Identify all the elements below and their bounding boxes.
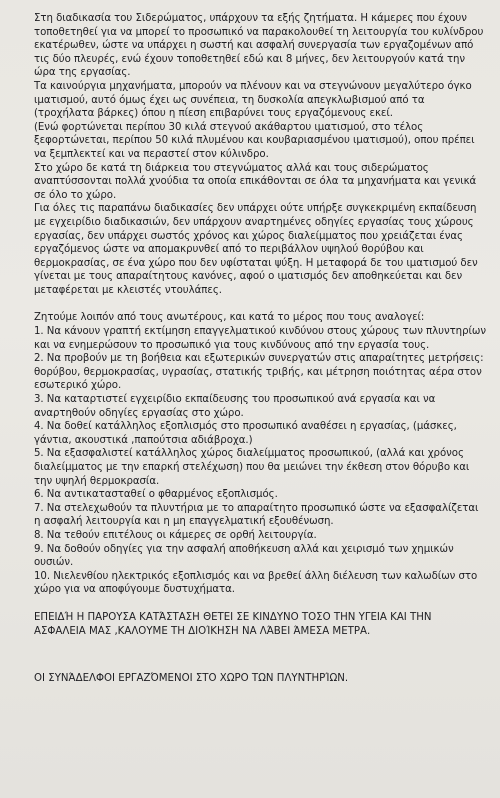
problem-description: [34, 12, 486, 297]
demand-item-5: 5. Να εξασφαλιστεί κατάλληλος χώρος διαλείμματος προσωπικού, (αλλά και χρόνος διαλείμματος με την επαρκή στελέχωση) που θα μειώνει την έκθεση στον θόρυβο και την υψηλή θερμοκρασία.: [34, 448, 470, 487]
demand-item-7: 7. Να στελεχωθούν τα πλυντήρια με το απαραίτητο προσωπικό ώστε να εξασφαλίζεται η ασφαλή λειτουργία και η μη επαγγελματική εξουθένωση.: [34, 502, 479, 528]
demand-item-2: 2. Να προβούν με τη βοήθεια και εξωτερικών συνεργατών στις απαραίτητες μετρήσεις: θορύβου, θερμοκρασίας, υγρασίας, στατικής τριβής, και μέτρηση ποιότητας αέρα στον εσωτερικό χώρο.: [34, 353, 484, 392]
paragraph-new-machines: Τα καινούργια μηχανήματα, μπορούν να πλένουν και να στεγνώνουν μεγαλύτερο όγκο ιματισμού, αυτό όμως έχει ως συνέπεια, τη δυσκολία απεγκλωβισμού από τα (τροχήλατα βάρκες) όπου η πίεση επιβαρύνει τους εργαζόμενους εκεί.: [34, 80, 472, 120]
demand-item-1: 1. Να κάνουν γραπτή εκτίμηση επαγγελματικού κινδύνου στους χώρους των πλυντηρίων και να ενημερώσουν το προσωπικό για τους κινδύνους από την εργασία τους.: [34, 326, 487, 351]
demand-item-9: 9. Να δοθούν οδηγίες για την ασφαλή αποθήκευση αλλά και χειρισμό των χημικών ουσιών.: [34, 543, 454, 569]
paragraph-loading: (Ενώ φορτώνεται περίπου 30 κιλά στεγνού ακάθαρτου ιματισμού, στο τέλος ξεφορτώνεται, περίπου 50 κιλά πλυμένου και κουβαριασμένου ιματισμού), οπου πρέπει να ξεμπλεκτεί και να περαστεί στον κύλινδρο.: [34, 121, 475, 160]
signature-line: ΟΙ ΣΥΝΆΔΕΛΦΟΙ ΕΡΓΑΖΌΜΕΝΟΙ ΣΤΟ ΧΩΡΟ ΤΩΝ ΠΛΥΝΤΗΡΊΩΝ.: [34, 673, 349, 685]
demand-item-6: 6. Να αντικατασταθεί ο φθαρμένος εξοπλισμός.: [34, 489, 278, 501]
paragraph-training: Για όλες τις παραπάνω διαδικασίες δεν υπάρχει ούτε υπήρξε συγκεκριμένη εκπαίδευση με εγχειρίδιο διαδικασιών, δεν υπάρχουν αναρτημένες οδηγίες εργασίας τους χώρους εργασίας, δεν υπάρχει σωστός χρόνος και χώρος διαλείμματος που χρειάζεται ένας εργαζόμενος ώστε να απομακρυνθεί από το περιβάλλον υψηλού θορύβου και θερμοκρασίας, σε ένα χώρο που δεν υφίσταται ψύξη. Η μεταφορά δε του ιματισμού δεν γίνεται με τους απαραίτητους κανόνες, αφού ο ιματισμός δεν αποθηκεύεται και δεν μεταφέρεται με κλειστές ντουλάπες.: [34, 203, 478, 296]
demand-item-8: 8. Να τεθούν επιτέλους οι κάμερες σε ορθή λειτουργία.: [34, 529, 317, 541]
demand-item-3: 3. Να καταρτιστεί εγχειρίδιο εκπαίδευσης του προσωπικού ανά εργασία και να αναρτηθούν οδηγίες εργασίας στο χώρο.: [34, 394, 436, 419]
demands-section: [34, 311, 486, 596]
paragraph-cameras: Στη διαδικασία του Σιδερώματος, υπάρχουν τα εξής ζητήματα. Η κάμερες που έχουν τοποθετηθεί για να μπορεί το προσωπικό να παρακολουθεί τη λειτουργία του κυλίνδρου εκατέρωθεν, ώστε να υπάρχει η σωστή και ασφαλή συνεργασία των εργαζομένων από τις δύο πλευρές, ενώ έχουν τοποθετηθεί εδώ και 8 μήνες, δεν λειτουργούν κατά την ώρα της εργασίας.: [34, 13, 484, 79]
demand-item-10: 10. Νιελενθίου ηλεκτρικός εξοπλισμός και να βρεθεί άλλη διέλευση των καλωδίων στο χώρο για να αποφύγουμε δυστυχήματα.: [34, 570, 478, 596]
paragraph-lint: Στο χώρο δε κατά τη διάρκεια του στεγνώματος αλλά και τους σιδερώματος αναπτύσσονται πολλά χνούδια τα οποία επικάθονται σε όλα τα μηχανήματα και γενικά σε όλο το χώρο.: [34, 162, 477, 201]
warning-statement: ΕΠΕΙΔΉ Η ΠΑΡΟΥΣΑ ΚΑΤΆΣΤΑΣΗ ΘΕΤΕΙ ΣΕ ΚΙΝΔΥΝΟ ΤΟΣΟ ΤΗΝ ΥΓΕΙΑ ΚΑΙ ΤΗΝ ΑΣΦΑΛΕΙΑ ΜΑΣ ,ΚΑΛΟΥΜΕ ΤΗ ΔΙΟΊΚΗΣΗ ΝΑ ΛΆΒΕΙ ΆΜΕΣΑ ΜΕΤΡΑ.: [34, 611, 432, 637]
demands-intro: Ζητούμε λοιπόν από τους ανωτέρους, και κατά το μέρος που τους αναλογεί:: [34, 312, 425, 324]
demand-item-4: 4. Να δοθεί κατάλληλος εξοπλισμός στο προσωπικό αναθέσει η εργασίας, (μάσκες, γάντια, ακουστικά ,παπούτσια αδιάβροχα.): [34, 421, 457, 446]
